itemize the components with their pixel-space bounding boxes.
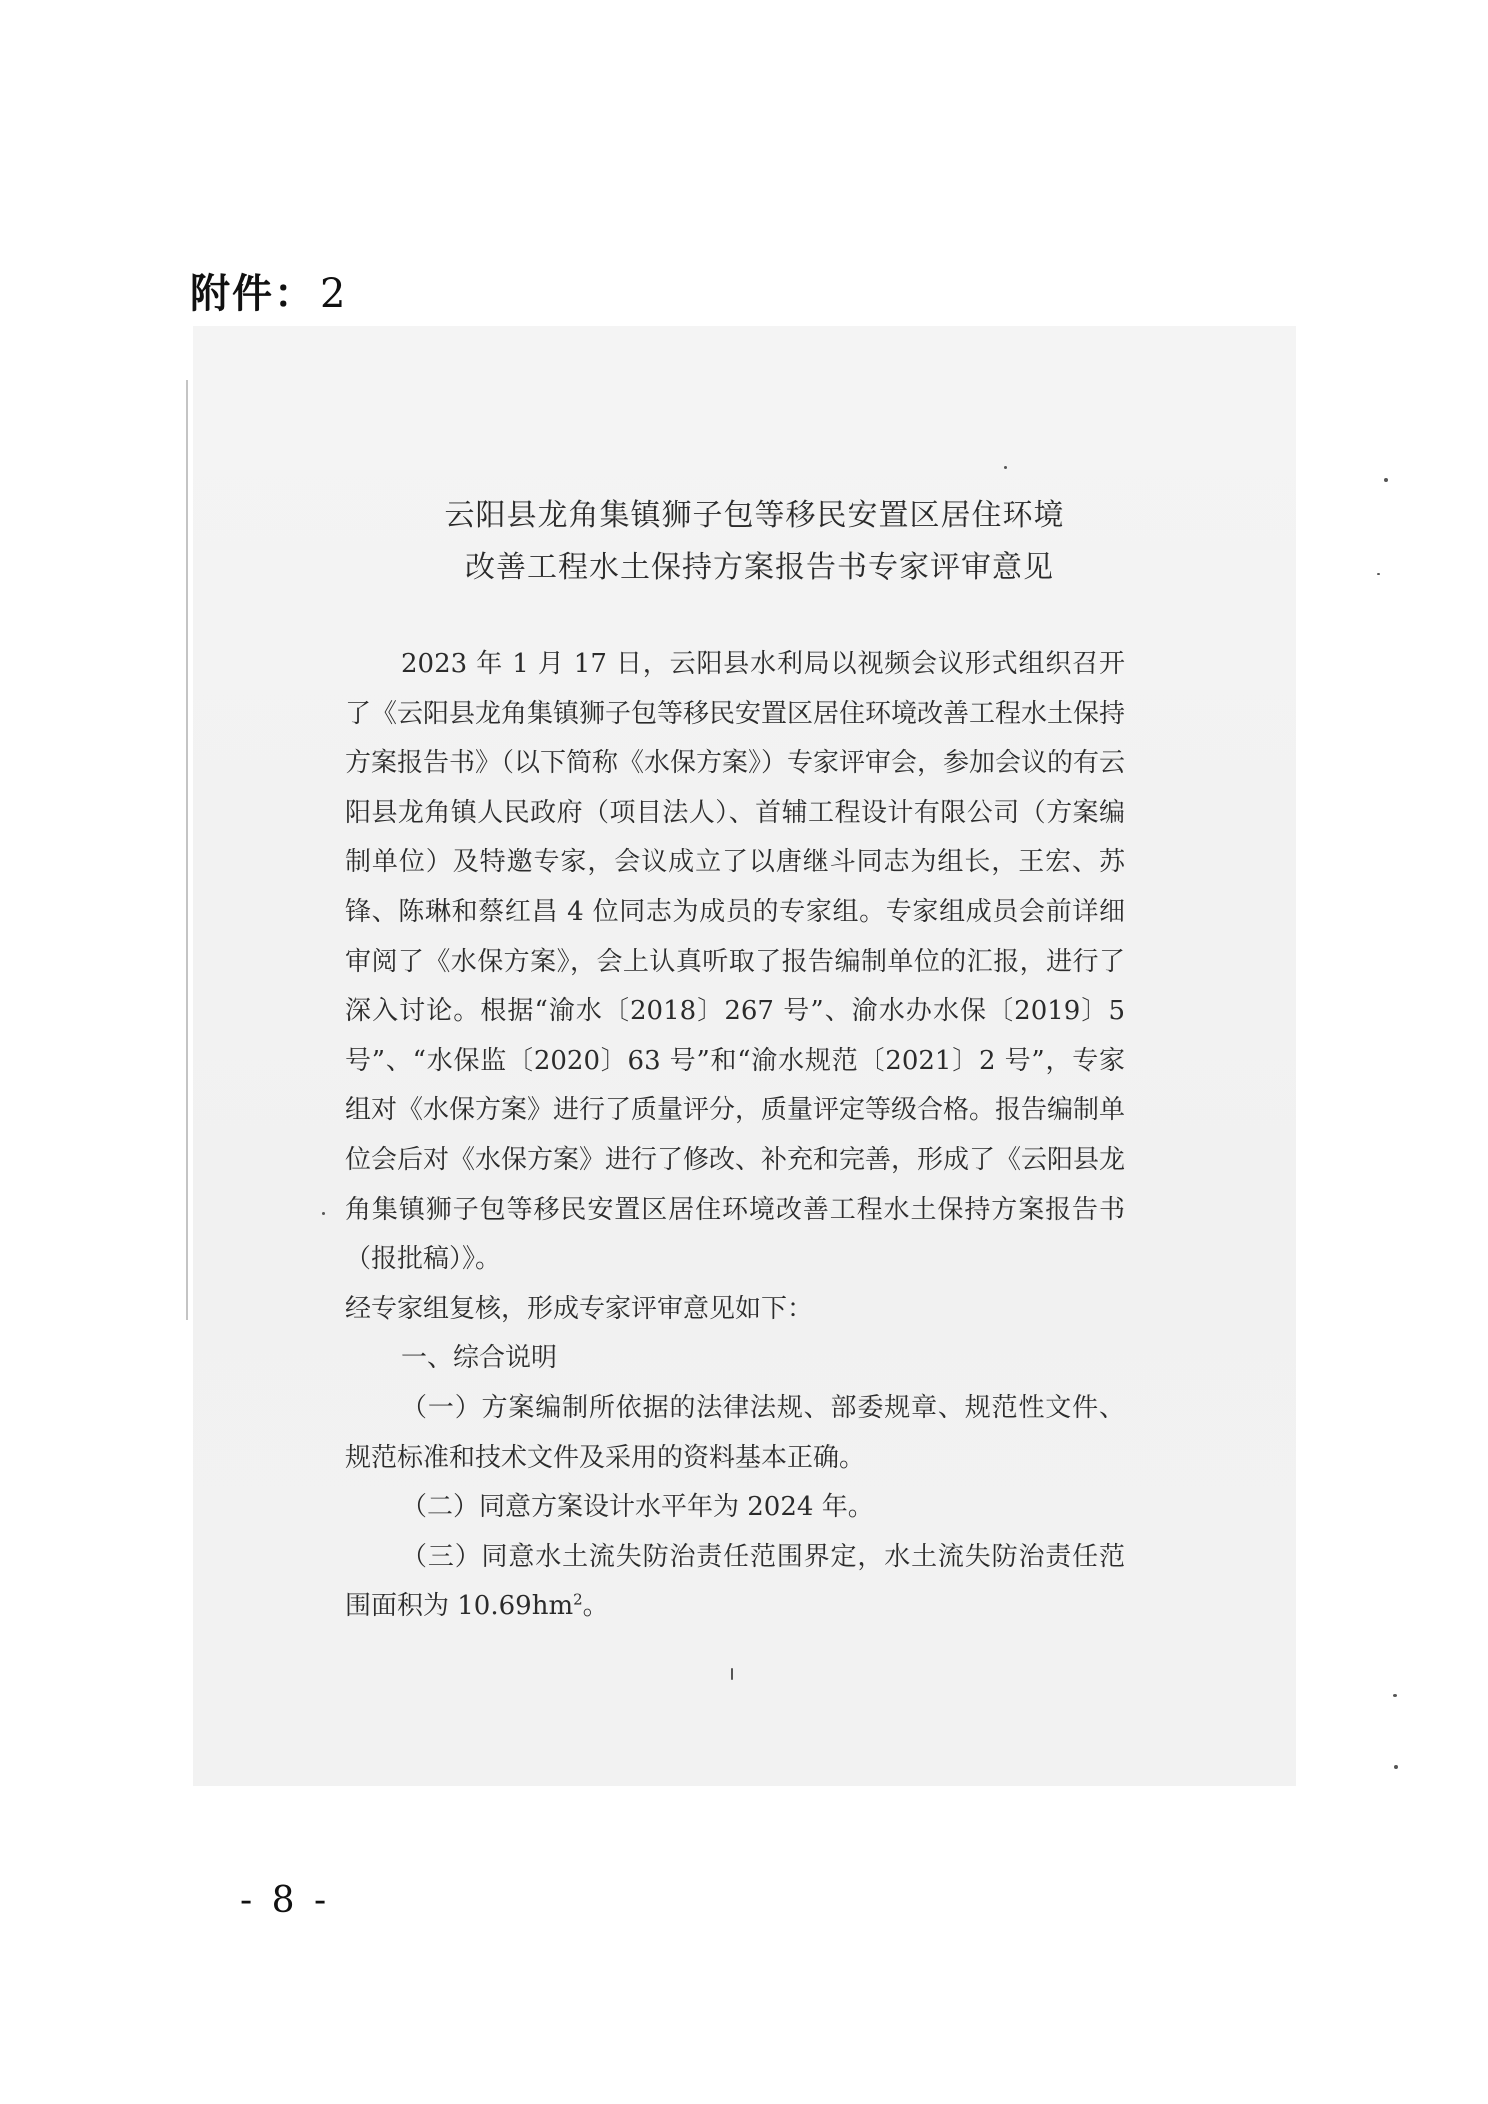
section-heading-1: 一、综合说明	[401, 1343, 558, 1374]
area-unit-superscript: 2	[573, 1590, 583, 1609]
body-paragraph-1: 2023 年 1 月 17 日，云阳县水利局以视频会议形式组织召开了《云阳县龙角集镇狮子包等移民安置区居住环境改善工程水土保持方案报告书》（以下简称《水保方案》）专家评审会，参加会议的有云阳县龙角镇人民政府（项目法人）、首辅工程设计有限公司（方案编制单位）及特邀专家，会议成立了以唐继斗同志为组长，王宏、苏锋、陈琳和蔡红昌 4 位同志为成员的专家组。专家组成员会前详细审阅了《水保方案》，会上认真听取了报告编制单位的汇报，进行了深入讨论。根据“渝水〔2018〕267 号”、渝水办水保〔2019〕5 号”、“水保监〔2020〕63 号”和“渝水规范〔2021〕2 号”，专家组对《水保方案》进行了质量评分，质量评定等级合格。报告编制单位会后对《水保方案》进行了修改、补充和完善，形成了《云阳县龙角集镇狮子包等移民安置区居住环境改善工程水土保持方案报告书（报批稿）》。	[345, 649, 1126, 1275]
body-intro: 经专家组复核，形成专家评审意见如下：	[345, 1293, 814, 1324]
scan-speck	[322, 1212, 325, 1215]
document-title	[193, 490, 1296, 594]
attachment-number: 2	[320, 271, 348, 317]
list-item-3	[345, 1533, 1125, 1632]
scan-speck	[1394, 1765, 1398, 1769]
document-body	[345, 640, 1125, 1632]
attachment-label	[190, 262, 347, 319]
scan-speck	[1004, 466, 1007, 469]
scan-speck	[1393, 1694, 1397, 1697]
attachment-label-text: 附件：	[190, 271, 316, 317]
title-line-1: 云阳县龙角集镇狮子包等移民安置区居住环境	[444, 498, 1065, 533]
list-item-3-end: 。	[582, 1591, 609, 1622]
list-item-1: （一）方案编制所依据的法律法规、部委规章、规范性文件、规范标准和技术文件及采用的资料基本正确。	[345, 1392, 1125, 1473]
scan-speck	[1384, 478, 1388, 482]
page-number: - 8 -	[240, 1880, 331, 1921]
scan-speck	[731, 1668, 733, 1680]
scan-edge-line	[186, 380, 188, 1320]
list-item-3-text: （三）同意水土流失防治责任范围界定，水土流失防治责任范围面积为 10.69hm	[345, 1541, 1125, 1622]
scan-speck	[1377, 573, 1380, 575]
list-item-2: （二）同意方案设计水平年为 2024 年。	[401, 1492, 874, 1523]
title-line-2: 改善工程水土保持方案报告书专家评审意见	[465, 550, 1054, 585]
